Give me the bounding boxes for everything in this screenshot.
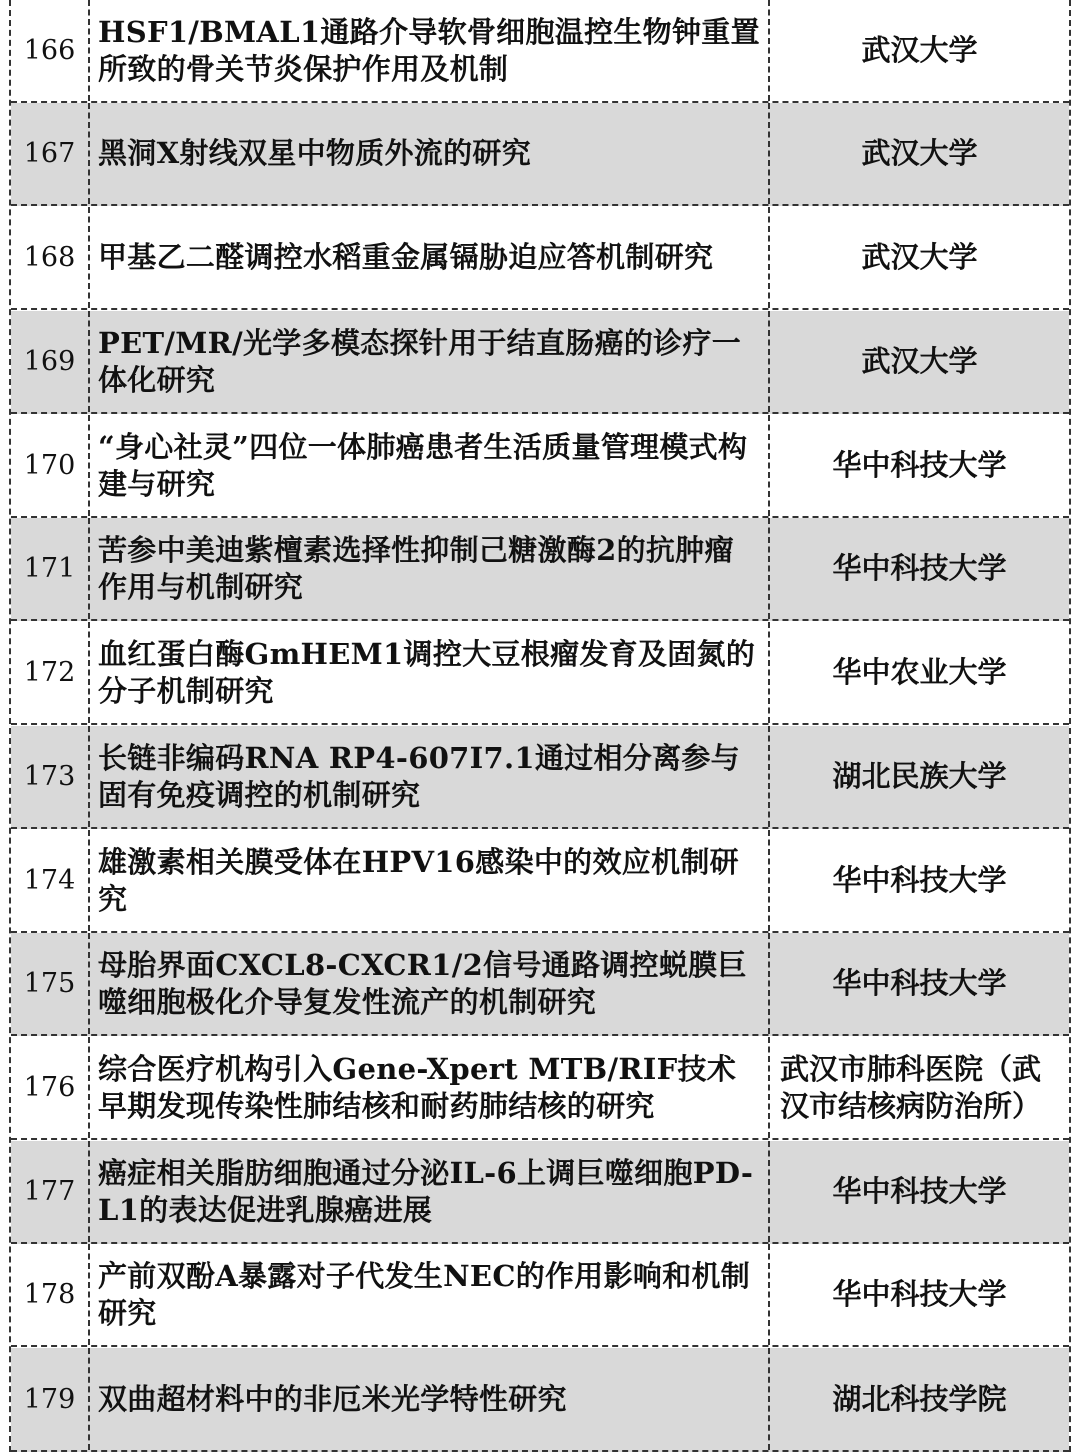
row-number: 176 <box>11 1037 90 1138</box>
project-title: 黑洞X射线双星中物质外流的研究 <box>90 103 770 204</box>
row-number: 169 <box>11 311 90 412</box>
project-title: 长链非编码RNA RP4-607I7.1通过相分离参与固有免疫调控的机制研究 <box>90 726 770 827</box>
institution: 湖北科技学院 <box>832 1381 1007 1416</box>
row-number: 167 <box>11 103 90 204</box>
project-title: PET/MR/光学多模态探针用于结直肠癌的诊疗一体化研究 <box>90 311 770 412</box>
table-row <box>11 1244 1069 1347</box>
project-title: 血红蛋白酶GmHEM1调控大豆根瘤发育及固氮的分子机制研究 <box>90 622 770 723</box>
table-row <box>11 622 1069 725</box>
row-number: 171 <box>11 518 90 619</box>
institution: 武汉大学 <box>861 344 978 378</box>
row-number: 168 <box>11 207 90 308</box>
row-number: 174 <box>11 830 90 931</box>
project-title: 综合医疗机构引入Gene-Xpert MTB/RIF技术早期发现传染性肺结核和耐药肺结核的研究 <box>90 1037 770 1138</box>
row-number: 172 <box>11 622 90 723</box>
table-row <box>11 518 1069 621</box>
project-title: 双曲超材料中的非厄米光学特性研究 <box>90 1348 770 1450</box>
institution: 华中科技大学 <box>832 966 1007 1000</box>
institution: 华中科技大学 <box>832 863 1007 897</box>
institution: 武汉大学 <box>861 33 978 67</box>
institution: 华中科技大学 <box>832 1174 1007 1208</box>
project-title: 甲基乙二醛调控水稻重金属镉胁迫应答机制研究 <box>90 207 770 308</box>
institution: 华中科技大学 <box>832 1277 1007 1311</box>
row-number: 179 <box>11 1348 90 1450</box>
institution: 华中农业大学 <box>832 655 1007 689</box>
institution: 武汉大学 <box>861 240 978 274</box>
project-title: 雄激素相关膜受体在HPV16感染中的效应机制研究 <box>90 830 770 931</box>
table-row <box>11 207 1069 310</box>
row-number: 170 <box>11 415 90 516</box>
project-title: 母胎界面CXCL8-CXCR1/2信号通路调控蜕膜巨噬细胞极化介导复发性流产的机制研究 <box>90 933 770 1034</box>
institution: 武汉市肺科医院（武汉市结核病防治所） <box>780 1051 1042 1123</box>
row-number: 173 <box>11 726 90 827</box>
row-number: 178 <box>11 1244 90 1345</box>
project-title: 产前双酚A暴露对子代发生NEC的作用影响和机制研究 <box>90 1244 770 1345</box>
table-row <box>11 830 1069 933</box>
table-row <box>11 0 1069 103</box>
table-row <box>11 1348 1069 1452</box>
table-row <box>11 1141 1069 1244</box>
institution: 华中科技大学 <box>832 551 1007 585</box>
table-row <box>11 726 1069 829</box>
table-row <box>11 1037 1069 1140</box>
row-number: 175 <box>11 933 90 1034</box>
row-number: 177 <box>11 1141 90 1242</box>
row-number: 166 <box>11 0 90 101</box>
table-row <box>11 933 1069 1036</box>
project-title: 苦参中美迪紫檀素选择性抑制己糖激酶2的抗肿瘤作用与机制研究 <box>90 518 770 619</box>
project-title: “身心社灵”四位一体肺癌患者生活质量管理模式构建与研究 <box>90 415 770 516</box>
table-row <box>11 311 1069 414</box>
project-table <box>9 0 1071 1452</box>
project-title: HSF1/BMAL1通路介导软骨细胞温控生物钟重置所致的骨关节炎保护作用及机制 <box>90 0 770 101</box>
institution: 湖北民族大学 <box>832 759 1007 793</box>
institution: 武汉大学 <box>861 136 978 170</box>
table-row <box>11 103 1069 206</box>
institution: 华中科技大学 <box>832 448 1007 482</box>
table-row <box>11 415 1069 518</box>
project-title: 癌症相关脂肪细胞通过分泌IL-6上调巨噬细胞PD-L1的表达促进乳腺癌进展 <box>90 1141 770 1242</box>
